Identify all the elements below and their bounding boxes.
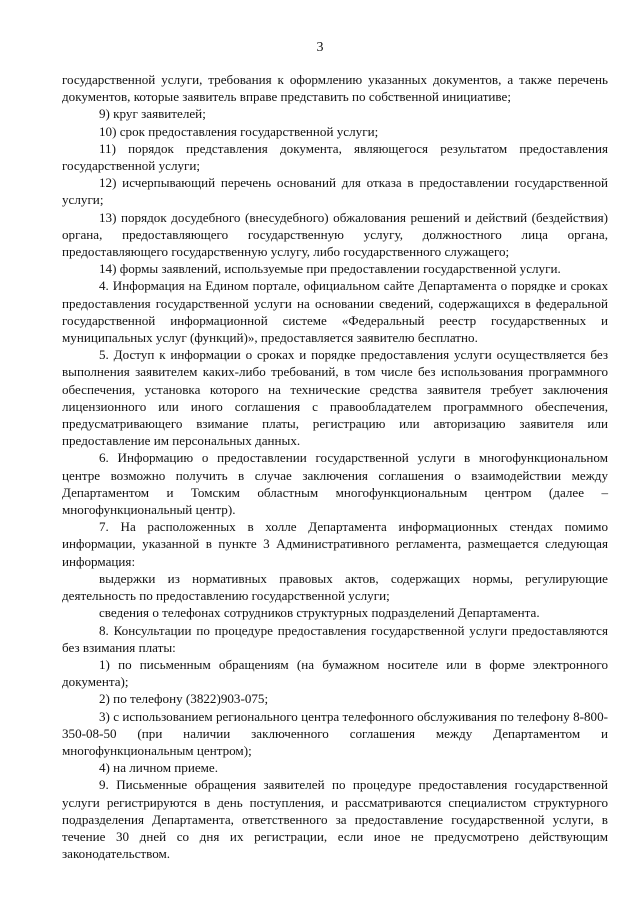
clause-8: 8. Консультации по процедуре предоставления государственной услуги предоставляются без взимания платы: — [62, 622, 608, 655]
clause-7-item-regulations: выдержки из нормативных правовых актов, содержащих нормы, регулирующие деятельность по предоставлению государственной услуги; — [62, 570, 608, 604]
clause-8-item-2: 2) по телефону (3822)903-075; — [99, 691, 269, 707]
list-item-12: 12) исчерпывающий перечень оснований для отказа в предоставлении государственной услуги; — [62, 175, 608, 208]
clause-5: 5. Доступ к информации о сроках и порядке предоставления услуги осуществляется без выполнения заявителем каких-либо требований, в том числе без использования программного обеспечения, установка которого на технические средства заявителя требует заключения лицензионного или иного соглашения с правообладателем программного обеспечения, предусматривающего взимание платы, регистрацию или авторизацию заявителя или предоставление им персональных данных. — [62, 347, 608, 449]
clause-9: 9. Письменные обращения заявителей по процедуре предоставления государственной услуги регистрируются в день поступления, и рассматриваются специалистом структурного подразделения Департамента, ответственного за предоставление государственной услуги, в течение 30 дней со дня их регистрации, если иное не предусмотрено действующим законодательством. — [62, 777, 608, 862]
clause-8-item-3: 3) с использованием регионального центра телефонного обслуживания по телефону 8-800-350-08-50 (при наличии заключенного соглашения между Департаментом и многофункциональным центром); — [62, 708, 608, 758]
clause-8-item-1: 1) по письменным обращениям (на бумажном носителе или в форме электронного документа); — [62, 656, 608, 690]
page-number: 3 — [316, 40, 324, 55]
clause-7-item-phones: сведения о телефонах сотрудников структурных подразделений Департамента. — [99, 605, 540, 621]
clause-7: 7. На расположенных в холле Департамента информационных стендах помимо информации, указанной в пункте 3 Административного регламента, размещается следующая информация: — [62, 519, 608, 569]
paragraph-continuation: государственной услуги, требования к оформлению указанных документов, а также перечень документов, которые заявитель вправе представить по собственной инициативе; — [62, 72, 608, 105]
list-item-14: 14) формы заявлений, используемые при предоставлении государственной услуги. — [99, 261, 561, 277]
list-item-13: 13) порядок досудебного (внесудебного) обжалования решений и действий (бездействия) органа, предоставляющего государственную услугу, должностного лица органа, предоставляющего государственную услугу, либо государственного служащего; — [62, 209, 608, 260]
list-item-10: 10) срок предоставления государственной услуги; — [99, 123, 379, 139]
document-body — [62, 71, 608, 862]
clause-8-item-4: 4) на личном приеме. — [99, 760, 219, 776]
clause-4: 4. Информация на Едином портале, официальном сайте Департамента о порядке и сроках предоставления государственной услуги на основании сведений, содержащихся в федеральной государственной информационной системе «Федеральный реестр государственных и муниципальных услуг (функций)», предоставляется заявителю бесплатно. — [62, 278, 608, 346]
list-item-9: 9) круг заявителей; — [99, 106, 206, 122]
clause-6: 6. Информацию о предоставлении государственной услуги в многофункциональном центре возможно получить в случае заключения соглашения о взаимодействии между Департаментом и Томским областным многофункциональным центром (далее – многофункциональный центр). — [62, 450, 608, 518]
list-item-11: 11) порядок представления документа, являющегося результатом предоставления государственной услуги; — [62, 140, 608, 174]
